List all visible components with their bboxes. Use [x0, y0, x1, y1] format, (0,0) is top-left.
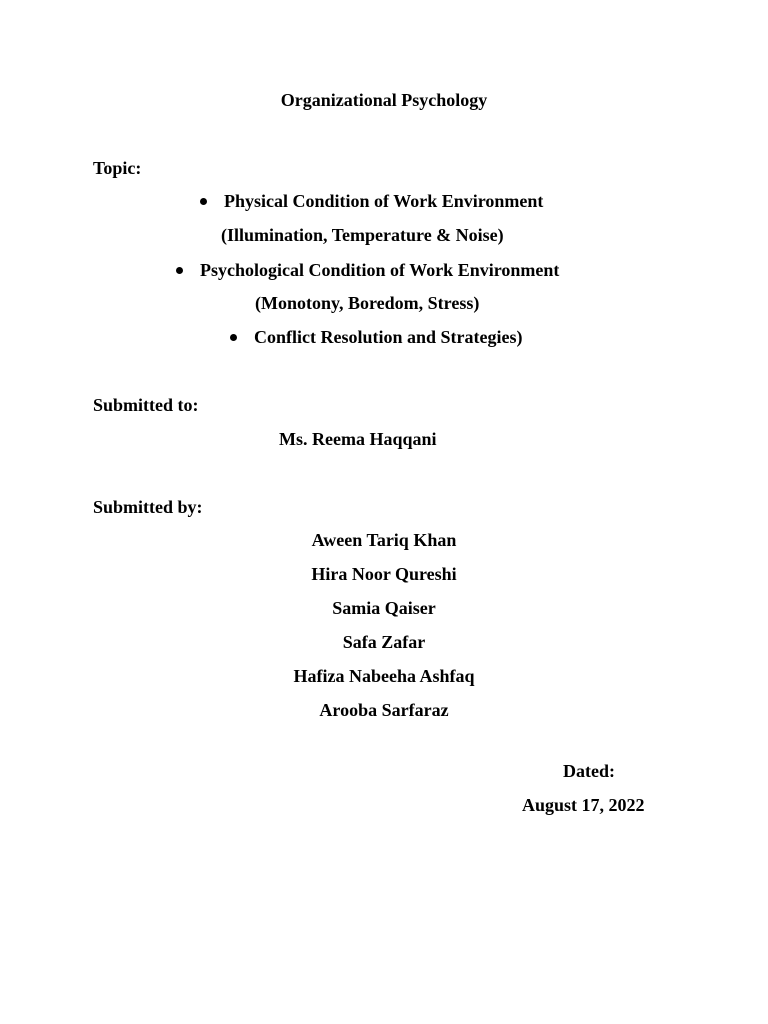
author-name: Aween Tariq Khan — [311, 530, 457, 550]
bullet-icon — [200, 198, 207, 205]
author-name: Hira Noor Qureshi — [311, 564, 457, 584]
bullet-icon — [230, 334, 237, 341]
submitted-to-label: Submitted to: — [93, 395, 199, 415]
topic-item-3 — [230, 326, 523, 348]
topic-item-text: Psychological Condition of Work Environment — [200, 260, 560, 280]
topic-item-text: Conflict Resolution and Strategies) — [254, 327, 523, 347]
topic-item-2 — [176, 259, 559, 281]
author-name: Hafiza Nabeeha Ashfaq — [293, 666, 475, 686]
topic-item-text: Physical Condition of Work Environment — [224, 191, 544, 211]
submitted-to-name: Ms. Reema Haqqani — [279, 429, 437, 449]
dated-label: Dated: — [563, 761, 615, 781]
author-name: Safa Zafar — [342, 632, 426, 652]
author-name: Samia Qaiser — [332, 598, 436, 618]
document-title: Organizational Psychology — [280, 90, 488, 110]
dated-value: August 17, 2022 — [522, 795, 645, 815]
topic-item-2-sub: (Monotony, Boredom, Stress) — [255, 293, 480, 313]
topic-item-1 — [200, 190, 543, 212]
bullet-icon — [176, 267, 183, 274]
submitted-by-label: Submitted by: — [93, 497, 203, 517]
author-name: Arooba Sarfaraz — [319, 700, 449, 720]
topic-item-1-sub: (Illumination, Temperature & Noise) — [221, 225, 504, 245]
topic-label: Topic: — [93, 158, 142, 178]
